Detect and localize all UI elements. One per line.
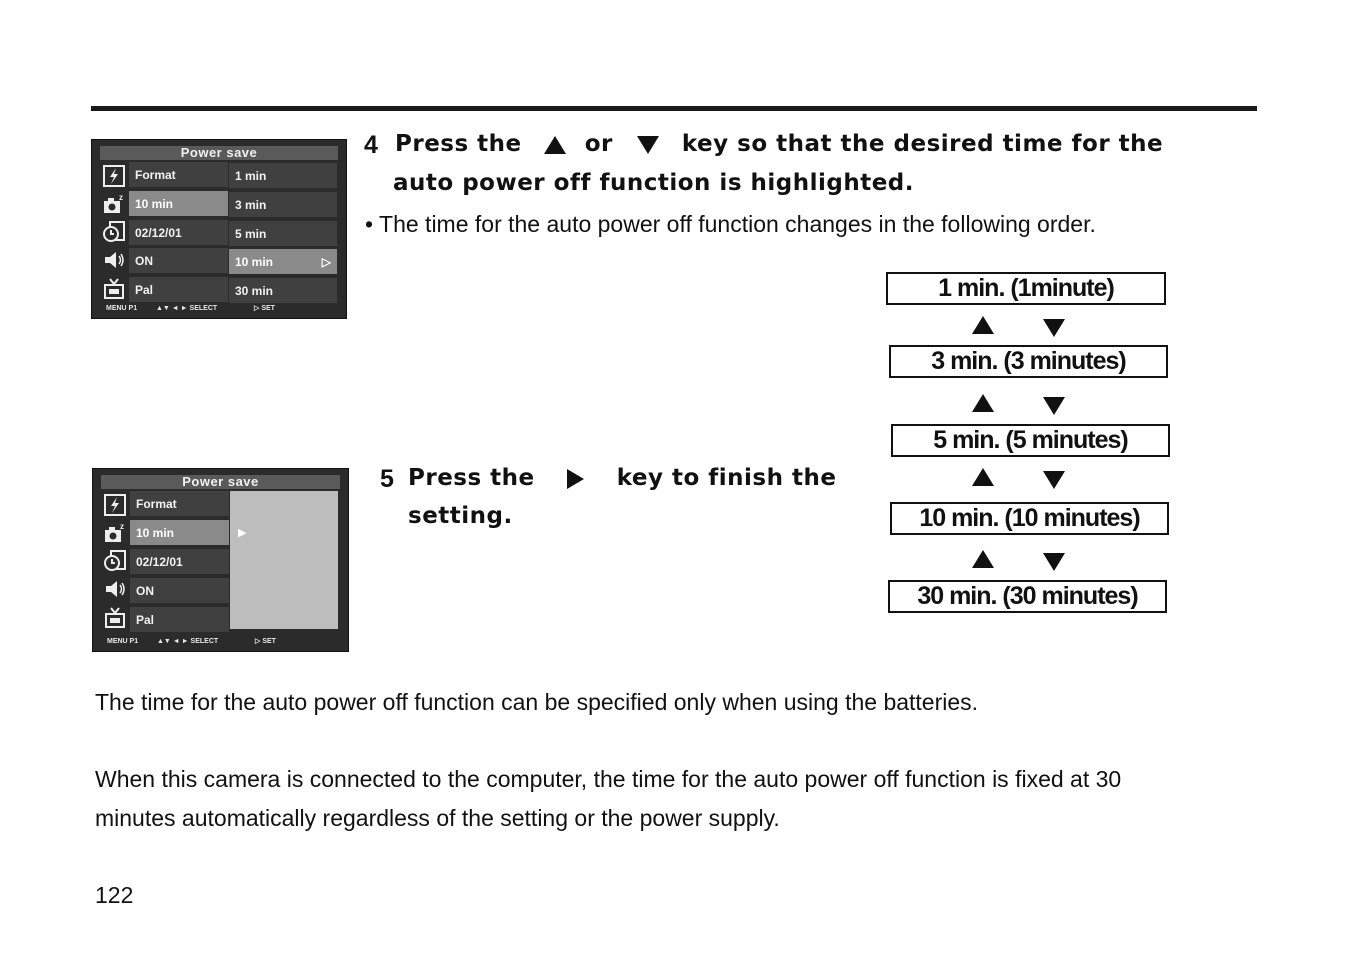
- menu-item-date[interactable]: 02/12/01: [129, 220, 228, 247]
- lcd-menu-left: [129, 162, 228, 300]
- lcd-footer: [100, 303, 338, 315]
- menu-item-video-out[interactable]: Pal: [130, 607, 229, 634]
- menu-item-video-out[interactable]: Pal: [129, 277, 228, 304]
- up-arrow-icon: [972, 394, 994, 412]
- step-4-number: 4: [364, 131, 378, 159]
- down-arrow-icon: [1043, 471, 1065, 489]
- order-item-3-min: 3 min. (3 minutes): [889, 345, 1168, 378]
- order-item-1-min: 1 min. (1minute): [886, 272, 1166, 305]
- step-5-number: 5: [380, 465, 394, 493]
- order-item-30-min: 30 min. (30 minutes): [888, 580, 1167, 613]
- tv-output-icon: [103, 605, 127, 629]
- flash-format-icon: [103, 493, 127, 517]
- step-5-line-2: setting.: [408, 503, 513, 529]
- svg-text:z: z: [119, 193, 123, 202]
- step-4-or: or: [584, 131, 613, 157]
- option-10-min-label: 10 min: [235, 255, 274, 269]
- menu-item-power-save[interactable]: 10 min: [129, 191, 228, 218]
- camera-sleep-icon: [102, 192, 126, 216]
- lcd-submenu-pane: [230, 491, 338, 629]
- step-4-key-text: key so that the desired time for the: [681, 131, 1164, 157]
- note-computer-line-1: When this camera is connected to the computer, the time for the auto power off function is fixed at 30: [95, 766, 1122, 792]
- top-rule: [91, 106, 1257, 111]
- up-arrow-icon: [544, 136, 566, 154]
- option-30-min[interactable]: 30 min: [229, 278, 337, 305]
- up-arrow-icon: [972, 468, 994, 486]
- clock-date-icon: [102, 220, 126, 244]
- tv-output-icon: [102, 276, 126, 300]
- option-5-min[interactable]: 5 min: [229, 221, 337, 248]
- option-3-min[interactable]: 3 min: [229, 192, 337, 219]
- camera-sleep-icon: [103, 521, 127, 545]
- step-4-bullet: • The time for the auto power off function changes in the following order.: [365, 211, 1096, 237]
- lcd-menu-right: [229, 162, 337, 300]
- option-1-min[interactable]: 1 min: [229, 163, 337, 190]
- flash-format-icon: [102, 164, 126, 188]
- menu-item-format[interactable]: Format: [129, 162, 228, 189]
- step-5-press-the: Press the: [408, 465, 535, 491]
- speaker-sound-icon: [103, 577, 127, 601]
- menu-item-date[interactable]: 02/12/01: [130, 549, 229, 576]
- step-4-press-the: Press the: [395, 131, 522, 157]
- footer-select-label: ▲▼ ◄ ► SELECT: [157, 638, 219, 645]
- note-battery: The time for the auto power off function can be specified only when using the batteries.: [95, 689, 979, 715]
- lcd-screen-power-save-set: [92, 468, 349, 652]
- footer-menu-label: MENU P1: [106, 305, 138, 312]
- footer-set-label: ▷ SET: [254, 305, 275, 312]
- up-arrow-icon: [972, 316, 994, 334]
- footer-menu-label: MENU P1: [107, 638, 139, 645]
- lcd-screen-power-save-menu: [91, 139, 347, 319]
- lcd-menu-left: [130, 491, 229, 633]
- play-icon: ▶: [238, 527, 247, 539]
- page-number: 122: [95, 882, 134, 908]
- down-arrow-icon: [1043, 319, 1065, 337]
- step-4-line-1: [395, 131, 1163, 157]
- down-arrow-icon: [637, 136, 659, 154]
- down-arrow-icon: [1043, 397, 1065, 415]
- svg-text:z: z: [120, 522, 124, 531]
- lcd-title: Power save: [101, 475, 340, 489]
- speaker-sound-icon: [102, 248, 126, 272]
- clock-date-icon: [103, 549, 127, 573]
- lcd-title: Power save: [100, 146, 338, 160]
- down-arrow-icon: [1043, 553, 1065, 571]
- step-5-key-text: key to finish the: [616, 465, 837, 491]
- note-computer-line-2: minutes automatically regardless of the setting or the power supply.: [95, 805, 780, 831]
- step-4-line-2: auto power off function is highlighted.: [393, 170, 915, 196]
- order-item-10-min: 10 min. (10 minutes): [890, 502, 1169, 535]
- menu-item-sound[interactable]: ON: [129, 248, 228, 275]
- right-arrow-icon: [567, 469, 584, 489]
- footer-set-label: ▷ SET: [255, 638, 276, 645]
- footer-select-label: ▲▼ ◄ ► SELECT: [156, 305, 218, 312]
- menu-item-format[interactable]: Format: [130, 491, 229, 518]
- menu-item-power-save[interactable]: 10 min: [130, 520, 229, 547]
- play-outline-icon: ▷: [321, 255, 331, 269]
- step-5-line-1: [408, 465, 836, 491]
- order-item-5-min: 5 min. (5 minutes): [891, 424, 1170, 457]
- up-arrow-icon: [972, 550, 994, 568]
- option-10-min[interactable]: [229, 249, 337, 276]
- menu-item-sound[interactable]: ON: [130, 578, 229, 605]
- lcd-footer: [101, 636, 340, 648]
